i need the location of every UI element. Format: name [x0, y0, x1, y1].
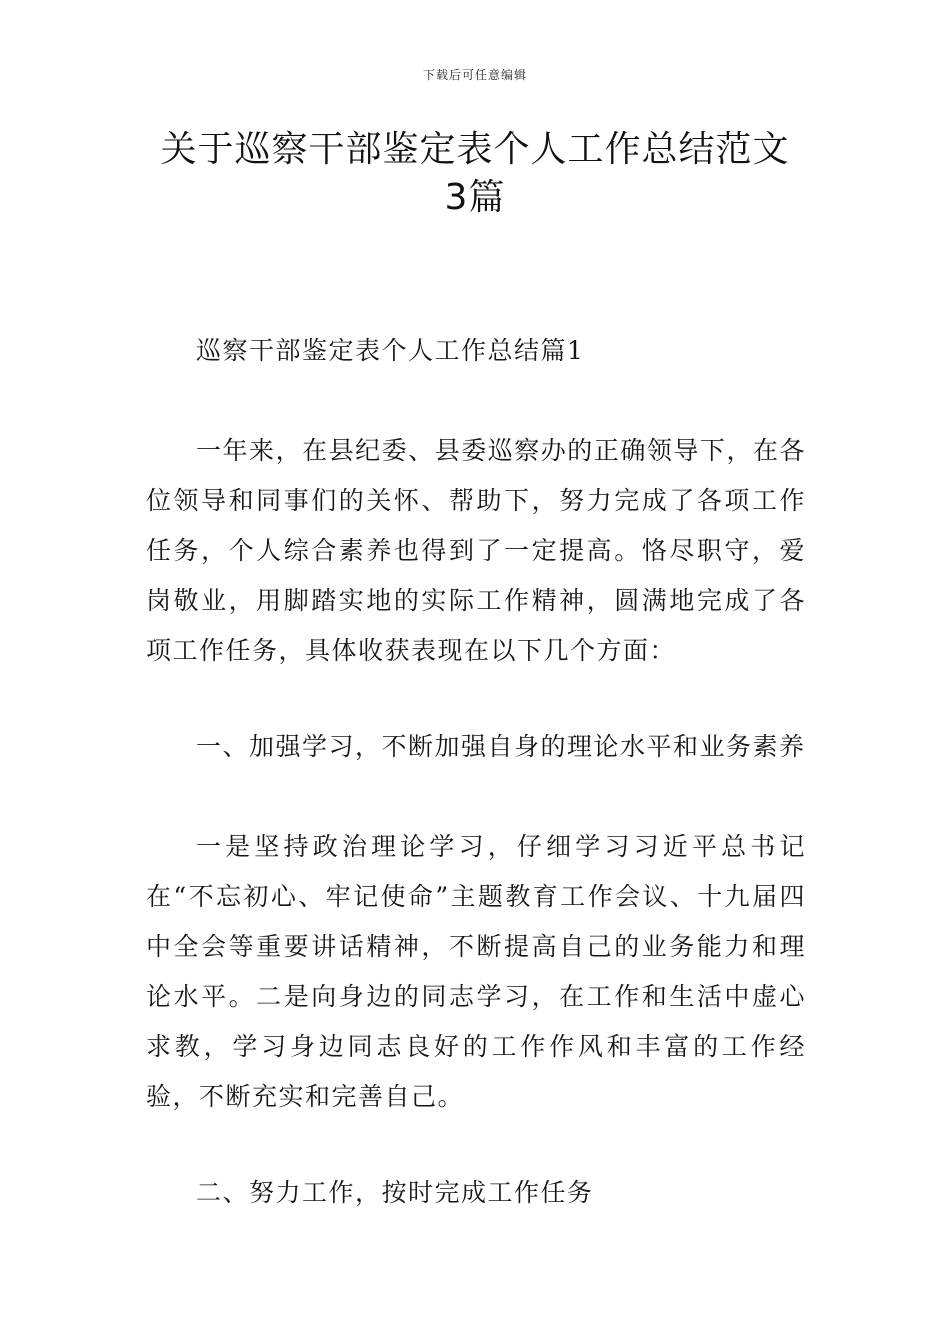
section-two-heading: 二、努力工作，按时完成工作任务 — [196, 1178, 594, 1207]
intro-paragraph: 一年来，在县纪委、县委巡察办的正确领导下，在各位领导和同事们的关怀、帮助下，努力完成了各项工作任务，个人综合素养也得到了一定提高。恪尽职守，爱岗敬业，用脚踏实地的实际工作精神，圆满地完成了各项工作任务，具体收获表现在以下几个方面： — [146, 436, 806, 665]
section-one-heading: 一、加强学习，不断加强自身的理论水平和业务素养 — [196, 732, 806, 761]
section-one-paragraph: 一是坚持政治理论学习，仔细学习习近平总书记在“不忘初心、牢记使命”主题教育工作会议、十九届四中全会等重要讲话精神，不断提高自己的业务能力和理论水平。二是向身边的同志学习，在工作和生活中虚心求教，学习身边同志良好的工作作风和丰富的工作经验，不断充实和完善自己。 — [146, 832, 806, 1111]
article-subtitle: 巡察干部鉴定表个人工作总结篇1 — [196, 336, 585, 365]
header-note: 下载后可任意编辑 — [422, 68, 527, 82]
document-title: 关于巡察干部鉴定表个人工作总结范文3篇 — [160, 129, 790, 218]
